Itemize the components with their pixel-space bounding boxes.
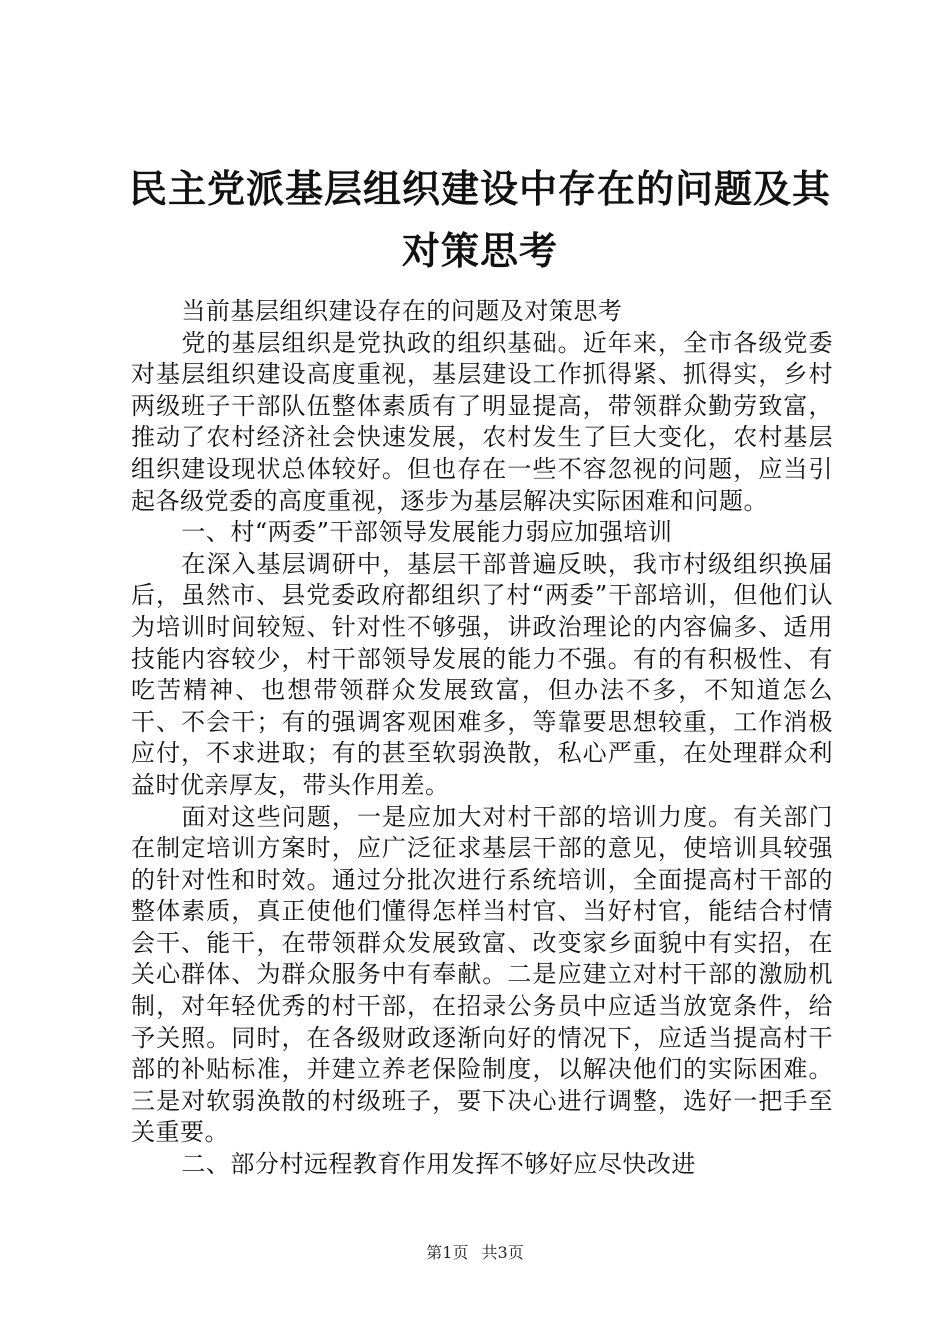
- intro-paragraph: 党的基层组织是党执政的组织基础。近年来，全市各级党委对基层组织建设高度重视，基层建设工作抓得紧、抓得实，乡村两级班子干部队伍整体素质有了明显提高，带领群众勤劳致富，推动了农村经济社会快速发展，农村发生了巨大变化，农村基层组织建设现状总体较好。但也存在一些不容忽视的问题，应当引起各级党委的高度重视，逐步为基层解决实际困难和问题。: [131, 328, 833, 515]
- section-1-paragraph: 在深入基层调研中，基层干部普遍反映，我市村级组织换届后，虽然市、县党委政府都组织了村“两委”干部培训，但他们认为培训时间较短、针对性不够强，讲政治理论的内容偏多、适用技能内容较少，村干部领导发展的能力不强。有的有积极性、有吃苦精神、也想带领群众发展致富，但办法不多，不知道怎么干、不会干；有的强调客观困难多，等靠要思想较重，工作消极应付，不求进取；有的甚至软弱涣散，私心严重，在处理群众利益时优亲厚友，带头作用差。: [131, 549, 833, 799]
- document-body: [131, 296, 833, 1181]
- section-1-measures-paragraph: 面对这些问题，一是应加大对村干部的培训力度。有关部门在制定培训方案时，应广泛征求基层干部的意见，使培训具较强的针对性和时效。通过分批次进行系统培训，全面提高村干部的整体素质，真正使他们懂得怎样当村官、当好村官，能结合村情会干、能干，在带领群众发展致富、改变家乡面貌中有实招，在关心群体、为群众服务中有奉献。二是应建立对村干部的激励机制，对年轻优秀的村干部，在招录公务员中应适当放宽条件，给予关照。同时，在各级财政逐渐向好的情况下，应适当提高村干部的补贴标准，并建立养老保险制度，以解决他们的实际困难。三是对软弱涣散的村级班子，要下决心进行调整，选好一把手至关重要。: [131, 802, 833, 1147]
- page-total: 共3页: [481, 1243, 524, 1262]
- subtitle-paragraph: 当前基层组织建设存在的问题及对策思考: [181, 297, 623, 325]
- page-footer: [0, 1243, 950, 1263]
- page-number: 第1页: [426, 1243, 469, 1262]
- section-heading-2: 二、部分村远程教育作用发挥不够好应尽快改进: [181, 1150, 696, 1179]
- section-heading-1: 一、村“两委”干部领导发展能力弱应加强培训: [181, 518, 673, 547]
- document-title: 民主党派基层组织建设中存在的问题及其对策思考: [128, 167, 831, 273]
